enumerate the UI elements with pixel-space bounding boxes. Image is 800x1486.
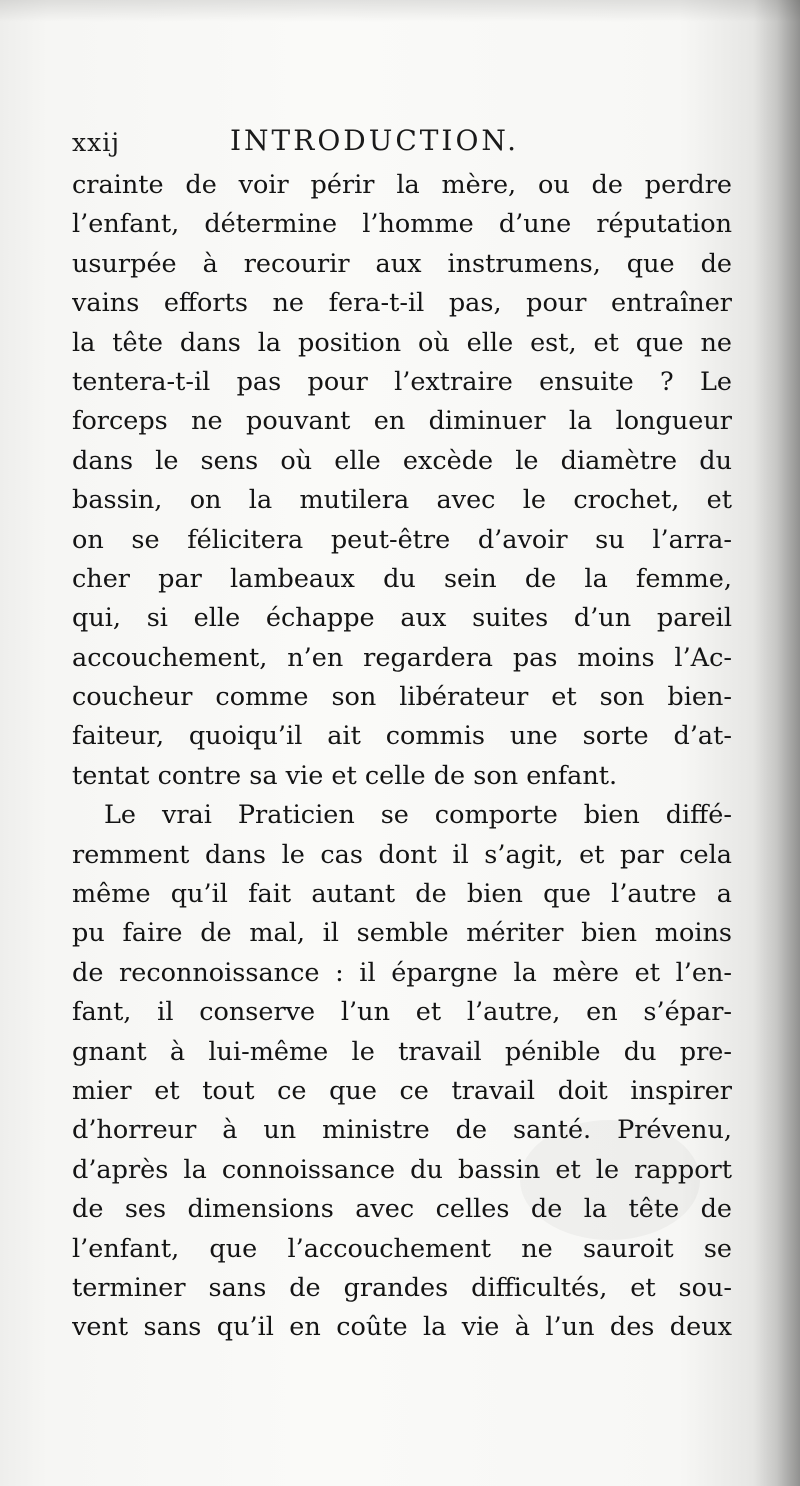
text-line: mier et tout ce que ce travail doit inspirer xyxy=(72,1075,732,1106)
text-line: on se félicitera peut-être d’avoir su l’arra- xyxy=(72,524,732,555)
text-line: tentera-t-il pas pour l’extraire ensuite ? Le xyxy=(72,366,732,397)
text-line: dans le sens où elle excède le diamètre du xyxy=(72,445,732,476)
page-gutter-shadow xyxy=(754,0,800,1486)
text-line: usurpée à recourir aux instrumens, que de xyxy=(72,248,732,279)
paragraph xyxy=(72,166,732,796)
text-line: d’après la connoissance du bassin et le rapport xyxy=(72,1154,732,1185)
page-top-shadow xyxy=(0,0,800,22)
paragraph xyxy=(72,796,732,1347)
text-line: la tête dans la position où elle est, et que ne xyxy=(72,327,732,358)
running-title: INTRODUCTION. xyxy=(230,124,520,157)
text-line: même qu’il fait autant de bien que l’autre a xyxy=(72,879,732,910)
text-line: terminer sans de grandes difficultés, et sou- xyxy=(72,1272,732,1303)
text-line: vent sans qu’il en coûte la vie à l’un des deux xyxy=(72,1312,732,1343)
text-line: fant, il conserve l’un et l’autre, en s’épar- xyxy=(72,997,732,1028)
text-line: gnant à lui-même le travail pénible du pre- xyxy=(72,1036,732,1067)
text-line: vains efforts ne fera-t-il pas, pour entraîner xyxy=(72,288,732,319)
text-line: cher par lambeaux du sein de la femme, xyxy=(72,563,732,594)
text-line: Le vrai Praticien se comporte bien diffé- xyxy=(104,800,732,831)
text-line: l’enfant, détermine l’homme d’une réputation xyxy=(72,209,732,240)
text-line: accouchement, n’en regardera pas moins l’Ac- xyxy=(72,642,732,673)
text-line: pu faire de mal, il semble mériter bien moins xyxy=(72,918,732,949)
body-text xyxy=(72,166,732,1348)
text-line: crainte de voir périr la mère, ou de perdre xyxy=(72,170,732,200)
text-line: coucheur comme son libérateur et son bien- xyxy=(72,682,732,713)
text-line: de ses dimensions avec celles de la tête de xyxy=(72,1194,732,1225)
text-line: qui, si elle échappe aux suites d’un pareil xyxy=(72,603,732,634)
text-line: forceps ne pouvant en diminuer la longueur xyxy=(72,406,732,437)
text-line: remment dans le cas dont il s’agit, et par cela xyxy=(72,839,732,870)
text-line: l’enfant, que l’accouchement ne sauroit se xyxy=(72,1233,732,1264)
text-line: d’horreur à un ministre de santé. Prévenu, xyxy=(72,1115,732,1146)
text-line: faiteur, quoiqu’il ait commis une sorte d’at- xyxy=(72,721,732,752)
text-line: bassin, on la mutilera avec le crochet, et xyxy=(72,485,732,516)
page-number: xxij xyxy=(72,128,120,157)
running-header xyxy=(72,118,732,166)
text-line: de reconnoissance : il épargne la mère et l’en- xyxy=(72,957,732,988)
text-line: tentat contre sa vie et celle de son enfant. xyxy=(72,760,618,791)
